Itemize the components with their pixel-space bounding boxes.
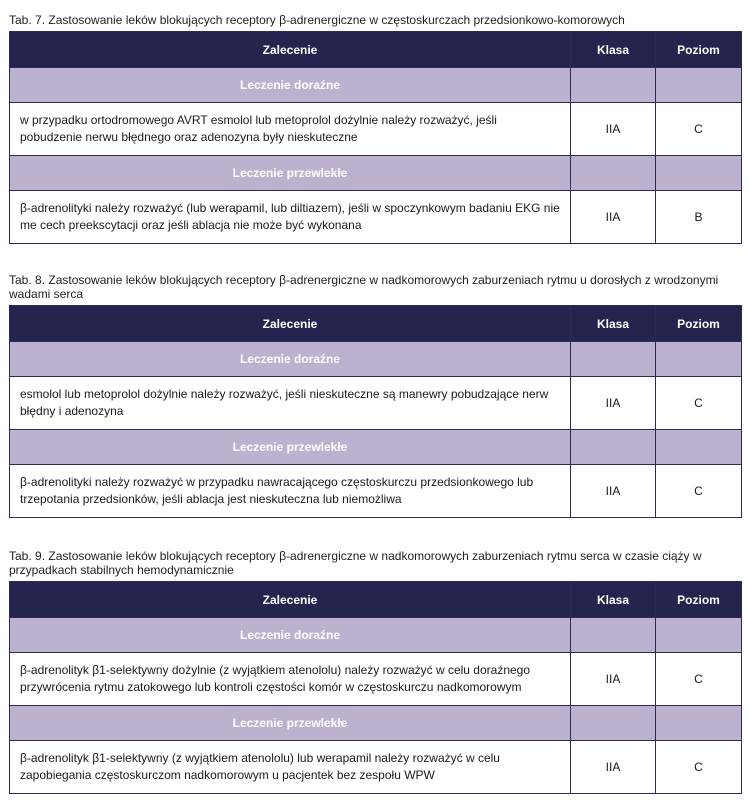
section-title: Leczenie przewlekłe (10, 156, 571, 191)
header-level: Poziom (656, 306, 742, 342)
recommendations-table (9, 305, 742, 518)
recommendation-text: esmolol lub metoprolol dożylnie należy rozważyć, jeśli nieskuteczne są manewry pobudzające nerw błędny i adenozyna (10, 377, 571, 430)
header-recommendation: Zalecenie (10, 582, 571, 618)
section-empty-cell (656, 618, 742, 653)
section-empty-cell (571, 706, 656, 741)
section-title: Leczenie doraźne (10, 68, 571, 103)
section-empty-cell (656, 342, 742, 377)
recommendation-class: IIA (571, 103, 656, 156)
header-recommendation: Zalecenie (10, 32, 571, 68)
recommendation-text: β-adrenolityki należy rozważyć w przypadku nawracającego częstoskurczu przedsionkowego lub trzepotania przedsionków, jeśli ablacja jest nieskuteczna lub niemożliwa (10, 465, 571, 518)
recommendation-text: β-adrenolityki należy rozważyć (lub werapamil, lub diltiazem), jeśli w spoczynkowym badaniu EKG nie me cech preekscytacji oraz jeśli ablacja nie może być wykonana (10, 191, 571, 244)
header-class: Klasa (571, 306, 656, 342)
recommendation-level: C (656, 103, 742, 156)
recommendations-table (9, 581, 742, 794)
section-empty-cell (571, 618, 656, 653)
section-empty-cell (656, 68, 742, 103)
recommendation-class: IIA (571, 741, 656, 794)
header-class: Klasa (571, 32, 656, 68)
section-empty-cell (571, 156, 656, 191)
section-empty-cell (571, 430, 656, 465)
recommendation-level: B (656, 191, 742, 244)
section-title: Leczenie przewlekłe (10, 706, 571, 741)
recommendation-level: C (656, 377, 742, 430)
recommendation-class: IIA (571, 465, 656, 518)
section-empty-cell (571, 68, 656, 103)
recommendation-class: IIA (571, 377, 656, 430)
section-empty-cell (656, 706, 742, 741)
recommendation-class: IIA (571, 191, 656, 244)
table-caption: Tab. 8. Zastosowanie leków blokujących receptory β-adrenergiczne w nadkomorowych zaburzeniach rytmu u dorosłych z wrodzonymi wadami serca (9, 273, 719, 301)
section-empty-cell (656, 156, 742, 191)
section-empty-cell (656, 430, 742, 465)
recommendations-table (9, 31, 742, 244)
section-empty-cell (571, 342, 656, 377)
recommendation-class: IIA (571, 653, 656, 706)
recommendation-text: β-adrenolityk β1-selektywny (z wyjątkiem atenololu) lub werapamil należy rozważyć w celu zapobiegania częstoskurczom nadkomorowym u pacjentek bez zespołu WPW (10, 741, 571, 794)
recommendation-level: C (656, 653, 742, 706)
recommendation-text: β-adrenolityk β1-selektywny dożylnie (z wyjątkiem atenololu) należy rozważyć w celu doraźnego przywrócenia rytmu zatokowego lub kontroli częstości komór w częstoskurczu nadkomorowym (10, 653, 571, 706)
table-caption: Tab. 7. Zastosowanie leków blokujących receptory β-adrenergiczne w częstoskurczach przedsionkowo-komorowych (9, 13, 625, 27)
table-caption: Tab. 9. Zastosowanie leków blokujących receptory β-adrenergiczne w nadkomorowych zaburzeniach rytmu serca w czasie ciąży w przypadkach stabilnych hemodynamicznie (9, 549, 702, 577)
section-title: Leczenie doraźne (10, 342, 571, 377)
header-class: Klasa (571, 582, 656, 618)
recommendation-text: w przypadku ortodromowego AVRT esmolol lub metoprolol dożylnie należy rozważyć, jeśli pobudzenie nerwu błędnego oraz adenozyna były nieskuteczne (10, 103, 571, 156)
recommendation-level: C (656, 465, 742, 518)
header-level: Poziom (656, 582, 742, 618)
header-recommendation: Zalecenie (10, 306, 571, 342)
recommendation-level: C (656, 741, 742, 794)
header-level: Poziom (656, 32, 742, 68)
section-title: Leczenie doraźne (10, 618, 571, 653)
section-title: Leczenie przewlekłe (10, 430, 571, 465)
